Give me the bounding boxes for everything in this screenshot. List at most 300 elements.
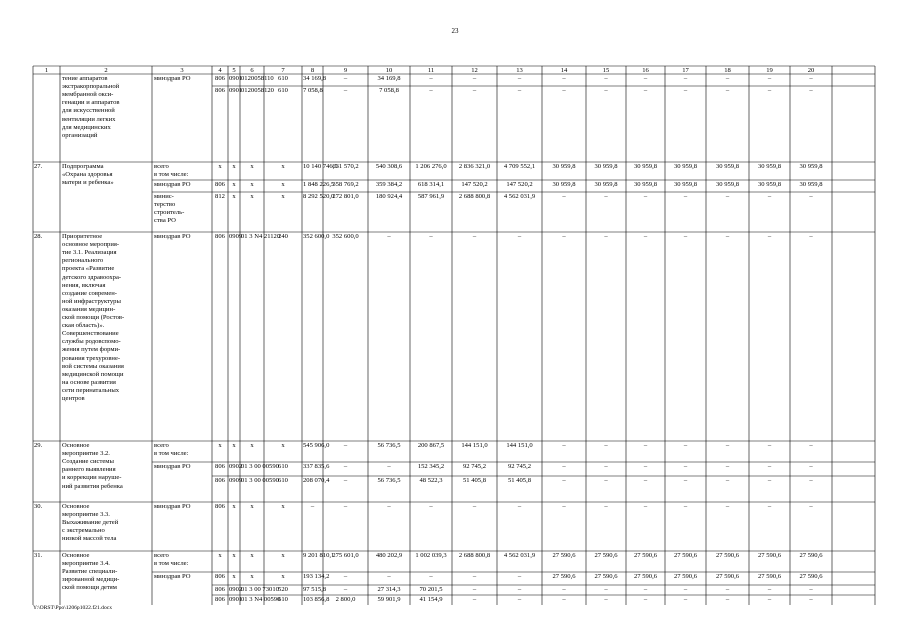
data-cell: – — [562, 233, 566, 240]
data-cell: 0902 — [229, 586, 243, 593]
data-cell: 337 835,6 — [303, 463, 330, 470]
data-cell: 0120058110 — [241, 75, 274, 82]
data-cell: – — [725, 442, 730, 449]
data-cell: – — [683, 503, 688, 510]
row-label-line: основное мероприя- — [62, 241, 120, 249]
data-cell: 56 736,5 — [377, 442, 401, 449]
data-cell: – — [767, 586, 772, 593]
footer-file-path: Y:\ORST\Ppo\1206p1022.f21.docx — [33, 605, 113, 611]
data-cell: – — [343, 463, 348, 470]
data-cell: 806 — [215, 477, 225, 484]
executor-cell: минздрав РО — [154, 75, 191, 82]
row-label-line: тение аппаратов — [62, 75, 108, 82]
row-label-line: низкой массой тела — [62, 535, 117, 543]
data-cell: 4 709 552,1 — [503, 163, 536, 170]
data-cell: – — [725, 586, 730, 593]
data-cell: 92 745,2 — [507, 463, 532, 470]
data-cell: – — [387, 573, 391, 580]
row-label-line: оказания медицин- — [62, 305, 116, 313]
row-label-line: Приоритетное — [62, 233, 103, 240]
row-label-line: регионального — [62, 257, 104, 265]
data-cell: 01 3 N4 00590 — [241, 596, 281, 603]
data-cell: x — [218, 163, 222, 170]
data-cell: – — [767, 477, 772, 484]
data-cell: – — [562, 477, 566, 484]
data-cell: – — [809, 233, 813, 240]
data-cell: 200 867,5 — [417, 442, 445, 449]
data-cell: – — [343, 442, 348, 449]
data-cell: – — [683, 463, 688, 470]
data-cell: x — [250, 181, 254, 188]
data-cell: 359 384,2 — [375, 181, 403, 188]
data-cell: – — [387, 503, 391, 510]
row-label-line: Подпрограмма — [62, 163, 104, 170]
data-cell: 2 836 321,0 — [458, 163, 491, 170]
data-cell: 806 — [215, 233, 225, 240]
data-cell: 806 — [215, 75, 225, 82]
executor-cell: всего — [154, 552, 169, 559]
data-cell: 27 590,6 — [799, 573, 823, 580]
data-cell: 01 3 00 00590 — [241, 477, 279, 484]
executor-cell: терство — [154, 201, 176, 209]
data-cell: – — [562, 193, 566, 200]
data-cell: – — [767, 463, 772, 470]
data-cell: 27 590,6 — [552, 573, 576, 580]
data-cell: 144 151,0 — [461, 442, 488, 449]
data-cell: – — [562, 586, 566, 593]
data-cell: – — [683, 596, 688, 603]
data-cell: x — [250, 503, 254, 510]
data-cell: – — [604, 503, 608, 510]
data-cell: 812 — [215, 193, 225, 200]
data-cell: – — [429, 233, 433, 240]
header-cell: 6 — [250, 66, 254, 74]
row-label-line: нения, включая — [62, 281, 106, 289]
data-cell: – — [604, 193, 608, 200]
data-cell: 180 924,4 — [375, 193, 403, 200]
header-cell: 4 — [218, 66, 222, 74]
data-cell: – — [725, 503, 730, 510]
data-cell: 59 901,9 — [377, 596, 401, 603]
data-cell: x — [232, 193, 236, 200]
row-label-line: с экстремально — [62, 527, 105, 535]
data-cell: – — [725, 477, 730, 484]
data-cell: 4 562 031,9 — [503, 193, 536, 200]
data-cell: – — [343, 477, 348, 484]
data-cell: 30 959,8 — [799, 181, 823, 188]
data-cell: – — [310, 503, 315, 510]
row-label-line: мероприятие 3.2. — [62, 450, 110, 458]
data-cell: x — [218, 552, 222, 559]
executor-cell: минздрав РО — [154, 573, 191, 580]
row-label-line: центров — [62, 395, 85, 402]
row-label-line: жения путем форми- — [62, 346, 121, 354]
data-cell: – — [472, 596, 477, 603]
data-cell: – — [809, 75, 813, 82]
data-cell: 34 169,8 — [303, 75, 327, 82]
data-cell: 30 959,8 — [633, 163, 658, 170]
data-cell: 806 — [215, 87, 225, 94]
data-cell: 1 206 276,0 — [415, 163, 447, 170]
data-cell: 27 590,6 — [673, 552, 698, 559]
data-cell: x — [281, 442, 285, 449]
row-label-line: ской помощи (Ростов- — [62, 314, 125, 321]
row-label-line: Создание системы — [62, 458, 114, 466]
row-label-line: ская область)». — [62, 322, 105, 330]
data-cell: 352 600,0 — [303, 233, 330, 240]
executor-cell: минздрав РО — [154, 503, 191, 510]
data-cell: – — [472, 573, 477, 580]
data-cell: 1 002 039,3 — [415, 552, 447, 559]
data-cell: – — [809, 87, 813, 94]
row-label-line: ной инфраструктуры — [62, 297, 121, 305]
data-cell: x — [232, 503, 236, 510]
data-cell: – — [643, 87, 648, 94]
data-cell: x — [232, 573, 236, 580]
data-cell: – — [562, 442, 566, 449]
data-cell: 520 — [278, 586, 288, 593]
header-cell: 19 — [766, 66, 773, 74]
row-label-line: рования трехуровне- — [62, 354, 121, 362]
data-cell: 30 959,8 — [715, 181, 740, 188]
data-cell: – — [517, 503, 522, 510]
data-cell: 30 959,8 — [715, 163, 740, 170]
data-cell: – — [343, 75, 348, 82]
data-cell: – — [683, 586, 688, 593]
data-cell: – — [725, 233, 730, 240]
data-cell: 4 562 031,9 — [503, 552, 536, 559]
data-cell: 0901 — [229, 87, 243, 94]
header-cell: 1 — [44, 66, 49, 74]
header-cell: 18 — [724, 66, 731, 74]
header-cell: 14 — [560, 66, 568, 74]
executor-cell: в том числе: — [154, 450, 189, 458]
data-cell: – — [767, 87, 772, 94]
data-cell: – — [683, 477, 688, 484]
data-cell: 806 — [215, 463, 225, 470]
data-cell: – — [343, 503, 348, 510]
row-label-line: мембранной окси- — [62, 91, 114, 99]
data-cell: 152 345,2 — [417, 463, 445, 470]
data-cell: – — [604, 477, 608, 484]
row-label-line: раннего выявления — [62, 466, 116, 474]
data-cell: 0120058120 — [241, 87, 274, 94]
data-cell: – — [562, 596, 566, 603]
data-cell: 2 688 800,8 — [458, 552, 491, 559]
row-label-line: детского здравоохра- — [62, 273, 122, 281]
data-cell: 27 590,6 — [673, 573, 698, 580]
row-number: 28. — [34, 233, 43, 240]
data-cell: 27 590,6 — [633, 573, 658, 580]
data-cell: 7 058,8 — [379, 87, 399, 94]
data-cell: x — [250, 193, 254, 200]
header-cell: 10 — [385, 66, 393, 74]
data-cell: – — [725, 596, 730, 603]
data-cell: 27 590,6 — [715, 573, 740, 580]
data-cell: 806 — [215, 181, 225, 188]
data-cell: 610 — [278, 477, 288, 484]
data-cell: x — [281, 181, 285, 188]
data-cell: – — [429, 503, 433, 510]
row-label-line: проекта «Развитие — [62, 265, 115, 273]
data-cell: 27 590,6 — [799, 552, 823, 559]
executor-cell: в том числе: — [154, 560, 189, 568]
data-cell: 70 201,5 — [419, 586, 443, 593]
data-cell: – — [517, 596, 522, 603]
data-cell: 275 601,0 — [332, 552, 359, 559]
data-cell: 30 959,8 — [757, 181, 782, 188]
data-cell: – — [683, 75, 688, 82]
data-cell: 0902 — [229, 463, 243, 470]
data-cell: 51 405,8 — [462, 477, 487, 484]
row-label-line: тие 3.1. Реализация — [62, 249, 117, 257]
data-cell: 0901 — [229, 75, 243, 82]
data-cell: 30 959,8 — [594, 163, 618, 170]
row-label-line: Основное — [62, 442, 90, 449]
data-cell: – — [429, 75, 433, 82]
data-cell: 352 600,0 — [332, 233, 359, 240]
data-cell: 540 308,6 — [375, 163, 403, 170]
data-cell: 147 520,2 — [506, 181, 533, 188]
data-cell: – — [643, 75, 648, 82]
data-cell: x — [250, 552, 254, 559]
data-cell: 272 801,0 — [332, 193, 359, 200]
data-cell: x — [232, 181, 236, 188]
data-cell: 208 070,4 — [303, 477, 330, 484]
data-cell: 56 736,5 — [377, 477, 401, 484]
data-cell: 358 769,2 — [332, 181, 359, 188]
data-cell: 240 — [278, 233, 288, 240]
data-cell: x — [232, 552, 236, 559]
data-cell: – — [604, 442, 608, 449]
data-cell: – — [604, 75, 608, 82]
executor-cell: ства РО — [154, 217, 176, 225]
data-cell: 610 — [278, 75, 288, 82]
data-cell: 10 140 746,5 — [303, 163, 338, 170]
data-cell: – — [767, 233, 772, 240]
data-cell: – — [343, 586, 348, 593]
data-cell: – — [562, 463, 566, 470]
data-cell: – — [517, 573, 522, 580]
page-number: 23 — [451, 27, 459, 35]
executor-cell: всего — [154, 442, 169, 449]
data-cell: 2 688 800,8 — [458, 193, 491, 200]
data-cell: 01 3 00 73010 — [241, 586, 279, 593]
data-cell: – — [472, 233, 477, 240]
row-label-line: вентиляции легких — [62, 115, 116, 123]
data-cell: 0909 — [229, 477, 243, 484]
data-cell: 27 590,6 — [552, 552, 576, 559]
data-cell: 9 201 810,1 — [303, 552, 335, 559]
data-cell: 2 800,0 — [335, 596, 356, 603]
row-label-line: генации и аппаратов — [62, 99, 120, 107]
data-cell: – — [683, 233, 688, 240]
data-cell: 631 570,2 — [332, 163, 359, 170]
data-cell: 30 959,8 — [799, 163, 823, 170]
row-number: 31. — [34, 552, 43, 559]
header-cell: 8 — [310, 66, 315, 74]
data-cell: 0909 — [229, 233, 243, 240]
row-label-line: ний развития ребенка — [62, 482, 123, 490]
data-cell: – — [604, 463, 608, 470]
data-cell: 27 590,6 — [633, 552, 658, 559]
data-cell: – — [809, 586, 813, 593]
data-cell: – — [725, 193, 730, 200]
data-cell: 618 314,1 — [417, 181, 445, 188]
data-cell: 27 590,6 — [757, 573, 782, 580]
data-cell: – — [387, 463, 391, 470]
data-cell: – — [643, 596, 648, 603]
data-cell: 51 405,8 — [507, 477, 532, 484]
data-cell: – — [643, 463, 648, 470]
data-cell: – — [472, 75, 477, 82]
row-label-line: мероприятие 3.3. — [62, 511, 110, 519]
data-cell: 30 959,8 — [552, 163, 576, 170]
row-label-line: медицинской помощи — [62, 370, 124, 378]
data-cell: – — [809, 596, 813, 603]
data-cell: – — [604, 87, 608, 94]
data-cell: 34 169,8 — [377, 75, 401, 82]
data-cell: – — [643, 503, 648, 510]
data-cell: 545 906,0 — [303, 442, 330, 449]
data-cell: 30 959,8 — [633, 181, 658, 188]
data-cell: x — [281, 503, 285, 510]
data-cell: – — [809, 477, 813, 484]
row-label-line: и коррекции наруше- — [62, 474, 122, 482]
data-cell: 806 — [215, 596, 225, 603]
row-number: 29. — [34, 442, 43, 449]
header-cell: 15 — [602, 66, 610, 74]
data-cell: 610 — [278, 87, 288, 94]
data-cell: – — [387, 233, 391, 240]
data-cell: – — [643, 233, 648, 240]
data-cell: x — [281, 193, 285, 200]
data-cell: – — [809, 463, 813, 470]
data-cell: 48 522,3 — [419, 477, 443, 484]
data-cell: – — [562, 87, 566, 94]
data-cell: 30 959,8 — [673, 181, 698, 188]
data-cell: – — [725, 87, 730, 94]
row-label-line: Совершенствование — [62, 330, 119, 338]
row-label-line: создание современ- — [62, 289, 118, 297]
data-cell: – — [604, 586, 608, 593]
data-cell: 92 745,2 — [462, 463, 487, 470]
data-cell: x — [218, 442, 222, 449]
data-cell: – — [604, 233, 608, 240]
data-cell: – — [725, 463, 730, 470]
data-cell: 30 959,8 — [757, 163, 782, 170]
data-cell: – — [809, 442, 813, 449]
data-cell: – — [643, 477, 648, 484]
data-cell: – — [767, 596, 772, 603]
data-cell: 27 590,6 — [757, 552, 782, 559]
data-cell: x — [250, 442, 254, 449]
data-cell: 1 848 226,5 — [303, 181, 335, 188]
row-label-line: ской помощи детям — [62, 584, 117, 592]
header-cell: 17 — [682, 66, 689, 74]
data-cell: – — [472, 503, 477, 510]
data-cell: 30 959,8 — [594, 181, 618, 188]
data-cell: 610 — [278, 463, 288, 470]
row-label-line: вой системы оказания — [62, 362, 124, 370]
row-label-line: Основное — [62, 503, 90, 510]
data-cell: – — [643, 586, 648, 593]
data-cell: 01 3 N4 21120 — [241, 233, 281, 240]
row-label-line: службы родовспомо- — [62, 338, 121, 346]
data-cell: x — [232, 442, 236, 449]
data-cell: – — [472, 586, 477, 593]
data-cell: 103 856,8 — [303, 596, 330, 603]
header-cell: 9 — [343, 66, 348, 74]
header-cell: 5 — [232, 66, 236, 74]
data-cell: 610 — [278, 596, 288, 603]
data-cell: – — [767, 193, 772, 200]
data-cell: – — [809, 503, 813, 510]
data-cell: 806 — [215, 503, 225, 510]
data-cell: 480 202,9 — [375, 552, 403, 559]
executor-cell: всего — [154, 163, 169, 170]
data-cell: 0901 — [229, 596, 243, 603]
row-label-line: матери и ребенка» — [62, 179, 114, 187]
row-number: 27. — [34, 163, 43, 170]
data-cell: x — [281, 552, 285, 559]
data-cell: 587 961,9 — [417, 193, 445, 200]
row-label-line: для медицинских — [62, 123, 111, 131]
executor-cell: в том числе: — [154, 171, 189, 179]
data-cell: 27 314,3 — [377, 586, 401, 593]
row-label-line: Основное — [62, 552, 90, 559]
data-cell: – — [725, 75, 730, 82]
data-cell: 30 959,8 — [552, 181, 576, 188]
executor-cell: минздрав РО — [154, 463, 191, 470]
data-cell: – — [767, 442, 772, 449]
data-cell: – — [517, 233, 522, 240]
header-cell: 7 — [281, 66, 285, 74]
data-cell: 30 959,8 — [673, 163, 698, 170]
row-label-line: мероприятие 3.4. — [62, 560, 110, 568]
data-cell: x — [250, 163, 254, 170]
data-cell: – — [809, 193, 813, 200]
data-cell: – — [472, 87, 477, 94]
row-label-line: для искусственной — [62, 107, 115, 115]
data-cell: 01 3 00 00590 — [241, 463, 279, 470]
data-cell: 193 134,2 — [303, 573, 330, 580]
data-cell: – — [767, 503, 772, 510]
data-cell: x — [232, 163, 236, 170]
row-label-line: экстракорпоральной — [62, 83, 120, 91]
data-cell: 806 — [215, 586, 225, 593]
data-cell: – — [562, 75, 566, 82]
data-cell: – — [343, 87, 348, 94]
data-cell: x — [281, 573, 285, 580]
row-label-line: Выхаживание детей — [62, 519, 119, 527]
row-label-line: Развитие специали- — [62, 568, 118, 576]
data-cell: 8 292 520,0 — [303, 193, 335, 200]
data-cell: – — [683, 442, 688, 449]
data-cell: 806 — [215, 573, 225, 580]
executor-cell: минис- — [154, 193, 174, 200]
data-cell: 144 151,0 — [506, 442, 533, 449]
executor-cell: минздрав РО — [154, 233, 191, 240]
data-cell: 147 520,2 — [461, 181, 488, 188]
data-cell: – — [683, 87, 688, 94]
row-label-line: организаций — [62, 131, 98, 139]
row-label-line: на основе развития — [62, 378, 116, 386]
data-cell: – — [604, 596, 608, 603]
data-cell: – — [517, 586, 522, 593]
data-cell: – — [517, 75, 522, 82]
row-number: 30. — [34, 503, 43, 510]
